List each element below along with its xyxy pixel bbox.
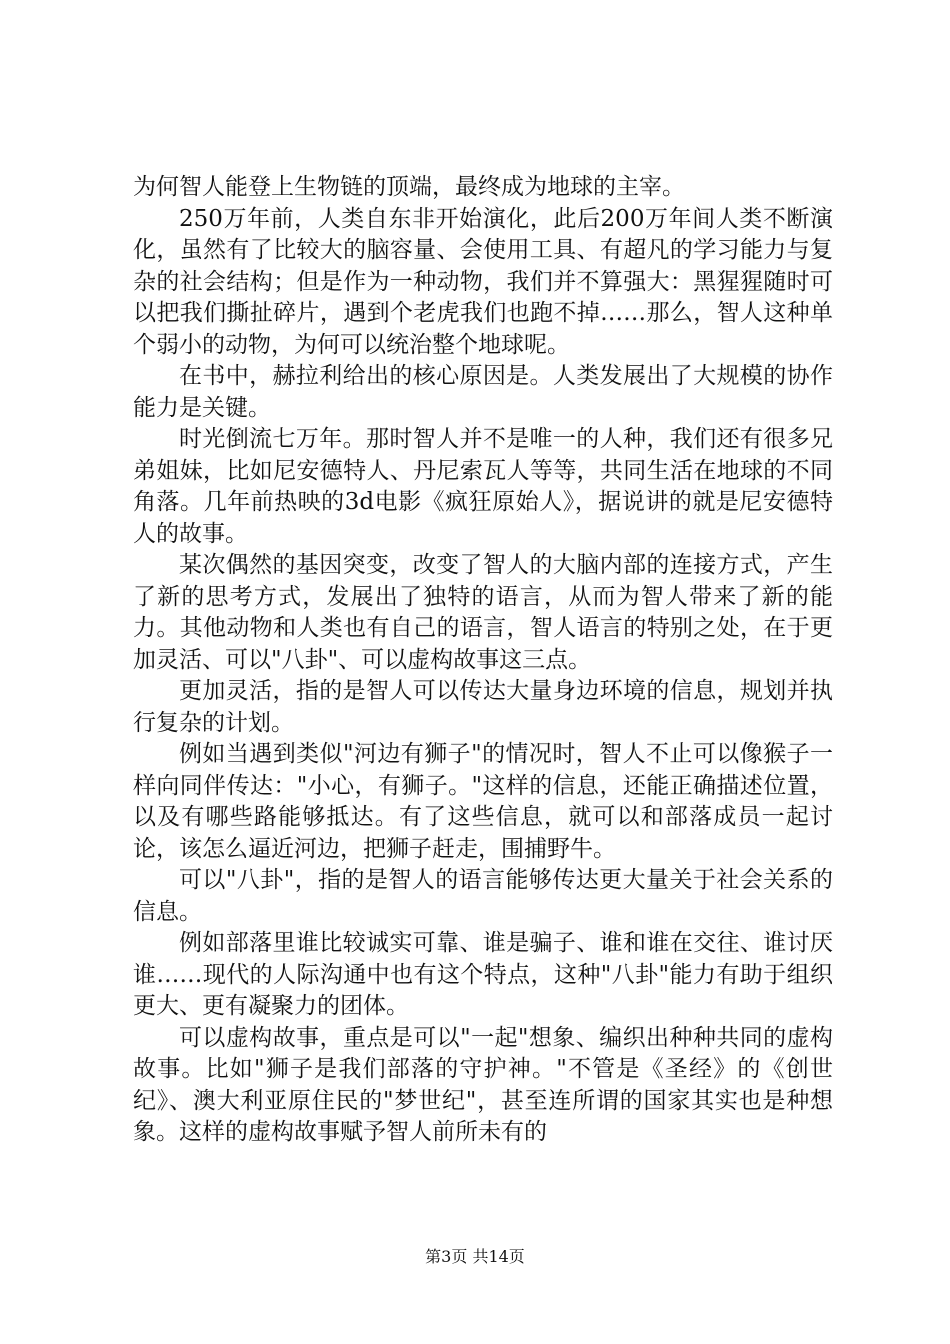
paragraph: 例如部落里谁比较诚实可靠、谁是骗子、谁和谁在交往、谁讨厌谁……现代的人际沟通中也有这个特点，这种"八卦"能力有助于组织更大、更有凝聚力的团体。 — [133, 930, 833, 1019]
paragraph: 例如当遇到类似"河边有狮子"的情况时，智人不止可以像猴子一样向同伴传达："小心，有狮子。"这样的信息，还能正确描述位置，以及有哪些路能够抵达。有了这些信息，就可以和部落成员一起讨论，该怎么逼近河边，把狮子赶走，围捕野牛。 — [133, 741, 833, 862]
paragraph: 更加灵活，指的是智人可以传达大量身边环境的信息，规划并执行复杂的计划。 — [133, 678, 833, 736]
paragraph: 时光倒流七万年。那时智人并不是唯一的人种，我们还有很多兄弟姐妹，比如尼安德特人、丹尼索瓦人等等，共同生活在地球的不同角落。几年前热映的3d电影《疯狂原始人》，据说讲的就是尼安德特人的故事。 — [133, 426, 833, 547]
paragraph: 某次偶然的基因突变，改变了智人的大脑内部的连接方式，产生了新的思考方式，发展出了独特的语言，从而为智人带来了新的能力。其他动物和人类也有自己的语言，智人语言的特别之处，在于更加灵活、可以"八卦"、可以虚构故事这三点。 — [133, 552, 833, 673]
page-number-footer: 第3页 共14页 — [425, 1247, 525, 1266]
paragraph: 可以虚构故事，重点是可以"一起"想象、编织出种种共同的虚构故事。比如"狮子是我们部落的守护神。"不管是《圣经》的《创世纪》、澳大利亚原住民的"梦世纪"，甚至连所谓的国家其实也是种想象。这样的虚构故事赋予智人前所未有的 — [133, 1024, 833, 1145]
paragraph-continuation: 为何智人能登上生物链的顶端，最终成为地球的主宰。 — [133, 174, 685, 200]
paragraph: 在书中，赫拉利给出的核心原因是。人类发展出了大规模的协作能力是关键。 — [133, 363, 833, 421]
document-body — [133, 172, 833, 1149]
paragraph: 可以"八卦"，指的是智人的语言能够传达更大量关于社会关系的信息。 — [133, 867, 833, 925]
paragraph: 250万年前，人类自东非开始演化，此后200万年间人类不断演化，虽然有了比较大的脑容量、会使用工具、有超凡的学习能力与复杂的社会结构；但是作为一种动物，我们并不算强大：黑猩猩随时可以把我们撕扯碎片，遇到个老虎我们也跑不掉……那么，智人这种单个弱小的动物，为何可以统治整个地球呢。 — [133, 205, 833, 358]
